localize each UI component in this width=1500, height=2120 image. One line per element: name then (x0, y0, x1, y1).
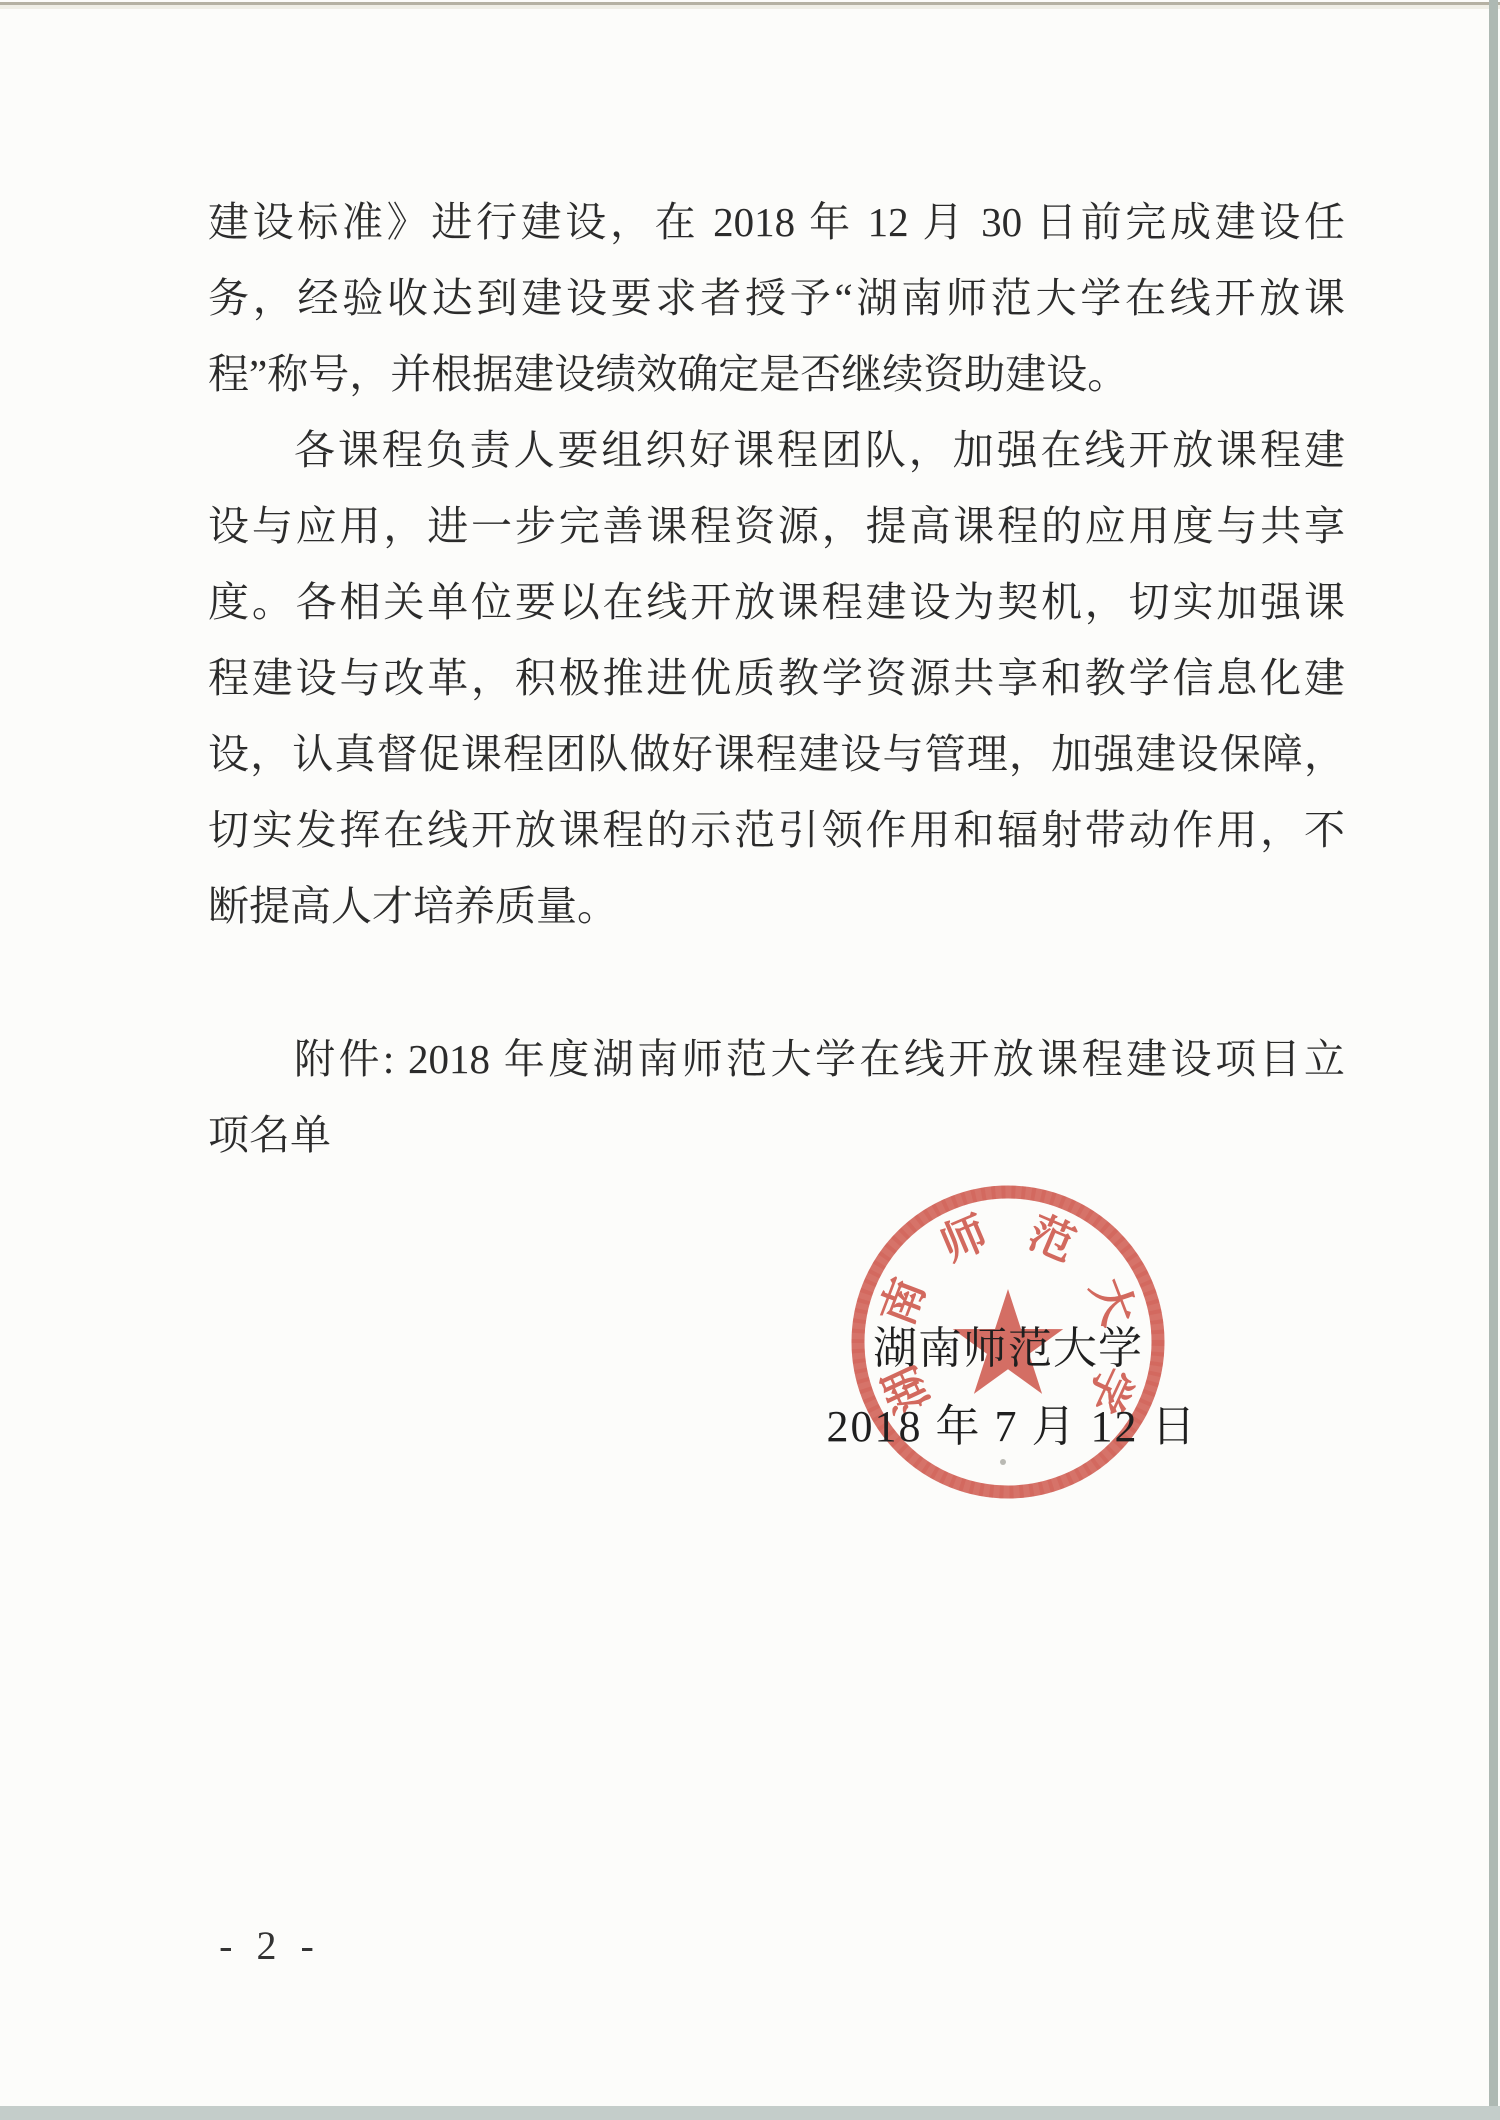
body-line: 断提高人才培养质量。 (208, 883, 618, 929)
seal-arc-char: 湖 (874, 1358, 939, 1421)
body-line: 程”称号，并根据建设绩效确定是否继续资助建设。 (208, 351, 1129, 397)
scan-edge-right (1489, 0, 1498, 2120)
body-line: 建设标准》进行建设，在 2018 年 12 月 30 日前完成建设任 (208, 199, 1345, 245)
seal-arc-char: 大 (1081, 1271, 1144, 1332)
signature-org-text: 湖南师范大学 (873, 1324, 1143, 1373)
attachment-line: 项名单 (208, 1112, 331, 1158)
seal-arc-char: 范 (1021, 1207, 1083, 1271)
seal-arc-char: 师 (933, 1207, 995, 1271)
body-line: 切实发挥在线开放课程的示范引领作用和辐射带动作用，不 (208, 807, 1345, 853)
seal-arc-char: 学 (1077, 1358, 1142, 1421)
signature-date-text: 2018 年 7 月 12 日 (826, 1402, 1198, 1451)
body-line: 度。各相关单位要以在线开放课程建设为契机，切实加强课 (208, 579, 1345, 625)
body-line: 设与应用，进一步完善课程资源，提高课程的应用度与共享 (208, 503, 1345, 549)
attachment-line: 附件: 2018 年度湖南师范大学在线开放课程建设项目立 (294, 1036, 1345, 1082)
body-line: 设，认真督促课程团队做好课程建设与管理，加强建设保障， (208, 731, 1345, 777)
seal-arc-char: 南 (872, 1271, 935, 1332)
body-line: 务，经验收达到建设要求者授予“湖南师范大学在线开放课 (208, 275, 1345, 321)
page-number: - 2 - (219, 1923, 321, 1968)
body-line: 程建设与改革，积极推进优质教学资源共享和教学信息化建 (208, 655, 1345, 701)
scan-edge-top-shadow (0, 5, 1500, 9)
document-page (208, 184, 1345, 1173)
body-line: 各课程负责人要组织好课程团队，加强在线开放课程建 (294, 427, 1345, 473)
scan-edge-bottom (0, 2106, 1500, 2120)
